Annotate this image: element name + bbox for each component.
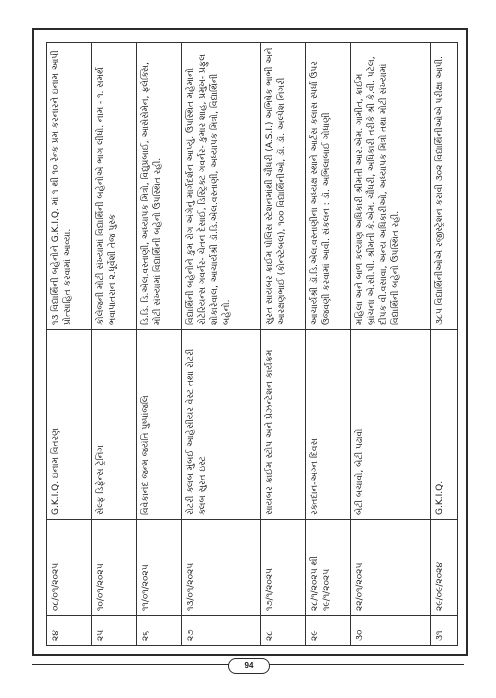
program-name: G.K.I.Q. xyxy=(430,330,457,520)
serial-number: ૨૪ xyxy=(47,616,92,646)
page-frame xyxy=(32,28,468,656)
program-name: G.K.I.Q. ઇનામ વિતરણ xyxy=(47,330,92,520)
program-name: બેટી બચાવો, બેટી પઢાવો xyxy=(350,330,430,520)
event-date: ૦૮/૦૧/૨૦૨૫ xyxy=(47,520,92,616)
event-date: ૧૦/૦૧/૨૦૨૫ xyxy=(91,520,136,616)
event-date: ૧૭/૧/૨૦૨૫ xyxy=(261,520,306,616)
events-table xyxy=(46,42,458,646)
serial-number: ૨૭ xyxy=(181,616,261,646)
program-name: સેલ્ફ ડિફેન્સ ટ્રેનિંગ xyxy=(91,330,136,520)
program-description: વિદ્યાર્થિની બહેનોને કુમ રોગ અંગેનું માર્ગદર્શન આપ્યું. ઉપસ્થિત મહેમાનો રોટેરિયન્સ ગવર્નર- ચેતન દેસાઈ, ડિસ્ટ્રિક્ટ ગવર્નર- કુમાર શાહ, પ્રમુખ- પ્રફુલ શોકારેવાલ, આચાર્યશ્રી ડૉ.ડિ.એલ.વસ્તાણી, અધ્યાપક મિત્રો, વિદ્યાર્થિની બહેનો. xyxy=(181,43,261,330)
program-name: રોટરી ક્લબ મુંબઈ આહેસીયર વેસ્ટ તથા રોટરી ક્લબ સુરત ઇસ્ટ xyxy=(181,330,261,520)
serial-number: ૩૦ xyxy=(350,616,430,646)
program-name: વિવેકાનંદ જન્મ જયંતિ પુષ્પાંજલિ xyxy=(136,330,181,520)
table-row xyxy=(350,43,430,646)
event-date: ૧૩/૦૧/૨૦૨૫ xyxy=(181,520,261,616)
table-row xyxy=(47,43,92,646)
serial-number: ૨૫ xyxy=(91,616,136,646)
serial-number: ૨૮ xyxy=(261,616,306,646)
program-description: ૧૩ વિદ્યાર્થિની બહેનોને G.K.I.Q. માં ૧ થી ૧૦ રેન્ક પ્રમ કરનારને ઇનામ આપી પ્રોત્સાહિત કરવામાં આવ્યા. xyxy=(47,43,92,330)
event-date: ૨૯/૦૯/૨૦૨૪ xyxy=(430,520,457,616)
program-description: મહિલા અને બાળ કલ્યાણ અધિકારી શ્રીમતી આર.એમ. ગામીત, ક્રાઈમ બ્રાંચના એ.સી.પી. શ્રીમતી કે.એમ. ચૌધરી, અધિકારી તરીકે શ્રી કે.વી. પટેલ, દીપક વી.વસાવા, અન્ય અધિકારીઓ, અધ્યાપક મિત્રો તથા મોટી સંખ્યામાં વિદ્યાર્થિની બહેનો ઉપસ્થિત રહી. xyxy=(350,43,430,330)
program-description: ૩૮૫ વિદ્યાર્થિનીઓએ રજીસ્ટ્રેશન કરાવી ૩૦૨ વિદ્યાર્થિનીઓએ પરીક્ષા આપી. xyxy=(430,43,457,330)
table-row xyxy=(181,43,261,646)
program-description: આચાર્યશ્રી ડૉ.ડિ.એલ.વસ્તાણીના અધ્યક્ષ સ્થાને આર્ટસ કલાસ સ્પર્ધા ઉપર ઉજવણી કરવામાં આવી. સંકલન : ડૉ. અભિલાબાઈ ગોધાણી xyxy=(306,43,351,330)
event-date: ૨૨/૦૧/૨૦૨૫ xyxy=(350,520,430,616)
table-row xyxy=(430,43,457,646)
serial-number: ૩૧ xyxy=(430,616,457,646)
table-row xyxy=(306,43,351,646)
program-description: સુરત સાયબર ક્રાઈમ પોલિસ સ્ટેશનમાંથી ચૌધરી (A.S.I.) અભિષેક ભાભી અને આરક્ષણભાઈ (કોન્સ્ટેબલ), ૧૦૦ વિદ્યાર્થિનીઓ, ડૉ. ડૉ. અલ્પેશ નિગરી xyxy=(261,43,306,330)
program-description: ડિ.ડિ. ડિ.એલ.વસ્તાણી, અધ્યાપક મિત્રો, વિદ્યુપ્રબાઈ, આસેસેમેન, ફ્લેક્સિ, મોટી સંખ્યામાં વિદ્યાર્થિની બહેનો ઉપસ્થિત રહી. xyxy=(136,43,181,330)
program-name: રક્તદાન-અગ્ન દિવસ xyxy=(306,330,351,520)
page-number: 94 xyxy=(228,658,270,674)
event-date: ૧૧/૦૧/૨૦૨૫ xyxy=(136,520,181,616)
table-row xyxy=(261,43,306,646)
table-row xyxy=(91,43,136,646)
table-row xyxy=(136,43,181,646)
event-date: ૨૮/૧/૨૦૨૫ થી ૧૯/૧/૨૦૨૫ xyxy=(306,520,351,616)
program-description: કોલેજની મોટી સંખ્યામાં વિદ્યાર્થિની બહેનોએ ભાગ લીધો. નામ - ૧. સમર્થ ભવાપાતરાન ૨.ધૂર્વેશી તેજ પુસ્ક xyxy=(91,43,136,330)
serial-number: ૨૯ xyxy=(306,616,351,646)
rotated-table-container xyxy=(46,42,458,646)
program-name: સાયબર ક્રાઈમ સ્ટોપ અને પ્રેઝન્ટેશન કાર્યક્રમ xyxy=(261,330,306,520)
serial-number: ૨૬ xyxy=(136,616,181,646)
